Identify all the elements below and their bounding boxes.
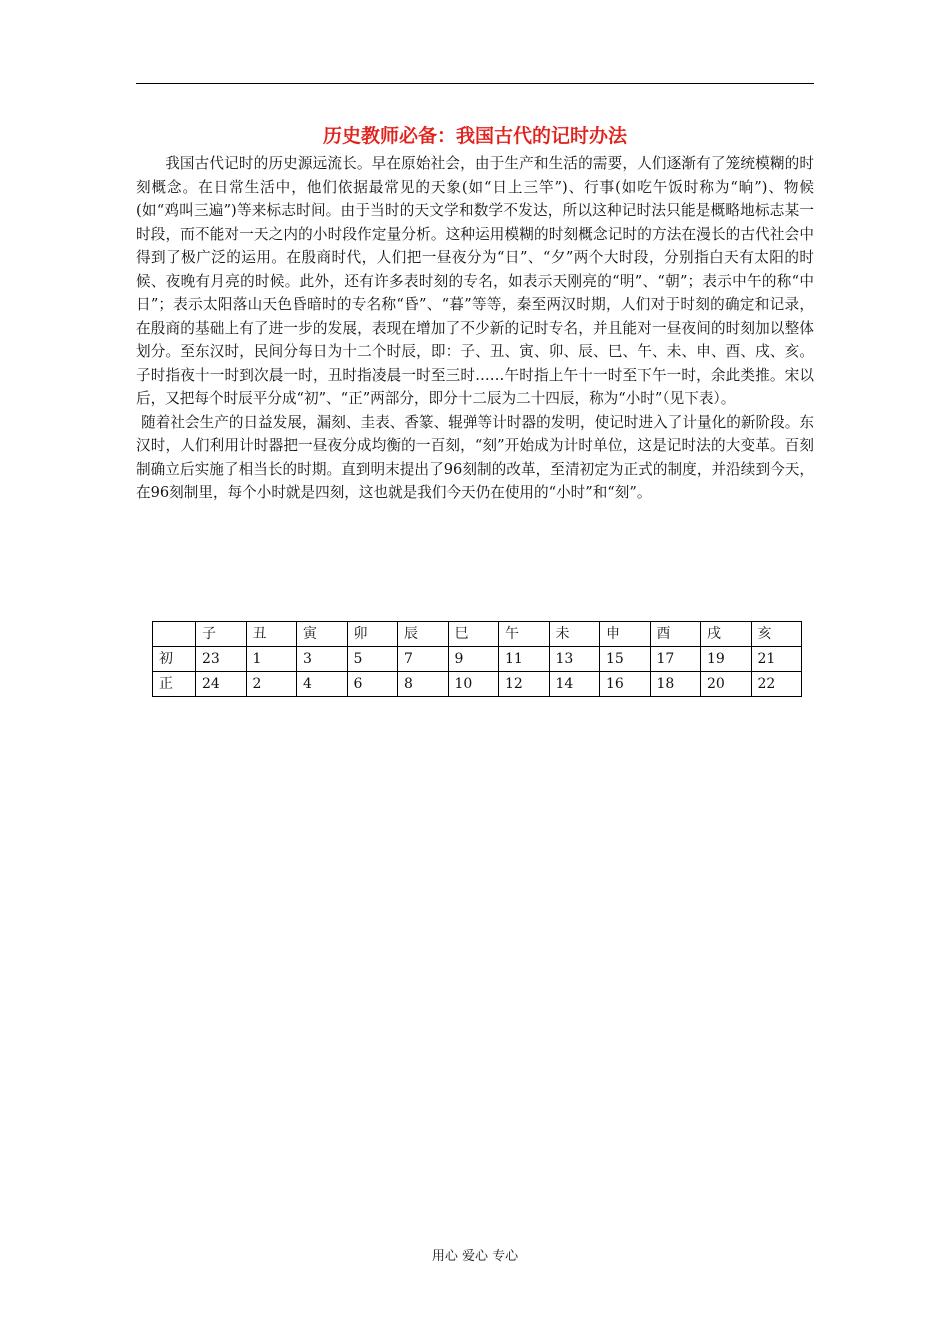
table-cell: 9 [448, 647, 499, 672]
table-cell: 1 [246, 647, 297, 672]
table-header-cell: 酉 [650, 622, 701, 647]
table-header-cell: 子 [196, 622, 247, 647]
table-header-cell: 午 [499, 622, 550, 647]
paragraph-1: 我国古代记时的历史源远流长。早在原始社会，由于生产和生活的需要，人们逐渐有了笼统模糊的时刻概念。在日常生活中，他们依据最常见的天象(如“日上三竿”)、行事(如吃午饭时称为“晌”)、物候(如“鸡叫三遍”)等来标志时间。由于当时的天文学和数学不发达，所以这种记时法只能是概略地标志某一时段，而不能对一天之内的小时段作定量分析。这种运用模糊的时刻概念记时的方法在漫长的古代社会中得到了极广泛的运用。在殷商时代，人们把一昼夜分为“日”、“夕”两个大时段，分别指白天有太阳的时候、夜晚有月亮的时候。此外，还有许多表时刻的专名，如表示天刚亮的“明”、“朝”；表示中午的称“中日”；表示太阳落山天色昏暗时的专名称“昏”、“暮”等等，秦至两汉时期，人们对于时刻的确定和记录，在殷商的基础上有了进一步的发展，表现在增加了不少新的记时专名，并且能对一昼夜间的时刻加以整体划分。至东汉时，民间分每日为十二个时辰，即：子、丑、寅、卯、辰、巳、午、未、申、酉、戌、亥。子时指夜十一时到次晨一时，丑时指凌晨一时至三时……午时指上午十一时至下午一时，余此类推。宋以后，又把每个时辰平分成“初”、“正”两部分，即分十二辰为二十四辰，称为“小时”（见下表）。 [136, 155, 814, 407]
table-cell: 12 [499, 672, 550, 697]
table-cell: 7 [398, 647, 449, 672]
table-cell: 8 [398, 672, 449, 697]
table-cell: 22 [751, 672, 802, 697]
table-cell: 10 [448, 672, 499, 697]
table-header-cell: 辰 [398, 622, 449, 647]
table-cell: 6 [347, 672, 398, 697]
table-header-cell: 亥 [751, 622, 802, 647]
table-row-label: 初 [153, 647, 196, 672]
table-cell: 4 [297, 672, 348, 697]
table-cell: 19 [701, 647, 752, 672]
table-row-label: 正 [153, 672, 196, 697]
table-header-cell: 卯 [347, 622, 398, 647]
table-header-cell: 寅 [297, 622, 348, 647]
table-cell: 15 [600, 647, 651, 672]
table-cell: 20 [701, 672, 752, 697]
table-header-cell: 申 [600, 622, 651, 647]
table-cell: 11 [499, 647, 550, 672]
table-cell: 14 [549, 672, 600, 697]
table-cell: 13 [549, 647, 600, 672]
table-header-cell: 戌 [701, 622, 752, 647]
table-cell: 23 [196, 647, 247, 672]
table-cell: 5 [347, 647, 398, 672]
table-cell: 3 [297, 647, 348, 672]
table-cell: 24 [196, 672, 247, 697]
header-rule [136, 83, 814, 84]
table-row [153, 647, 802, 672]
shichen-table [152, 621, 802, 697]
table-cell: 2 [246, 672, 297, 697]
table-header-cell: 丑 [246, 622, 297, 647]
table-cell: 16 [600, 672, 651, 697]
table-header-cell: 未 [549, 622, 600, 647]
document-title: 历史教师必备：我国古代的记时办法 [322, 125, 627, 147]
table-corner-cell [153, 622, 196, 647]
table-header-row [153, 622, 802, 647]
table-cell: 17 [650, 647, 701, 672]
table-cell: 18 [650, 672, 701, 697]
page-footer: 用心 爱心 专心 [431, 1249, 519, 1264]
table-row [153, 672, 802, 697]
document-body [136, 152, 814, 505]
paragraph-2: 随着社会生产的日益发展，漏刻、圭表、香篆、辊弹等计时器的发明，使记时进入了计量化的新阶段。东汉时，人们利用计时器把一昼夜分成均衡的一百刻，“刻”开始成为计时单位，这是记时法的大变革。百刻制确立后实施了相当长的时期。直到明末提出了96刻制的改革，至清初定为正式的制度，并沿续到今天，在96刻制里，每个小时就是四刻，这也就是我们今天仍在使用的“小时”和“刻”。 [136, 413, 814, 501]
table-cell: 21 [751, 647, 802, 672]
table-header-cell: 巳 [448, 622, 499, 647]
